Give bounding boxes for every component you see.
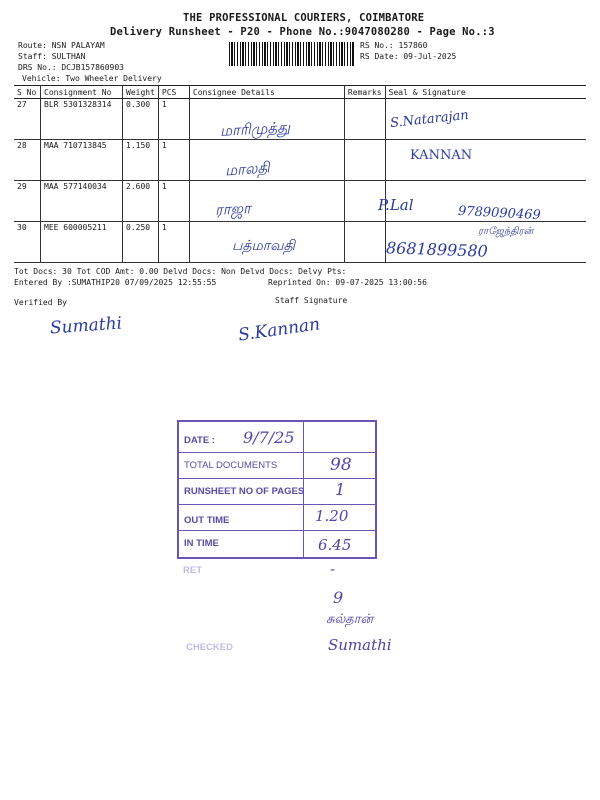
col-sno: S No bbox=[14, 86, 41, 99]
cell-sno: 27 bbox=[14, 99, 41, 140]
reprinted-on: Reprinted On: 09-07-2025 13:00:56 bbox=[268, 278, 427, 287]
handwritten-consignee: மாரிமுத்து bbox=[219, 118, 291, 140]
stamp-rule bbox=[179, 504, 375, 505]
stamp-rule bbox=[179, 478, 375, 479]
table-header-row bbox=[14, 86, 586, 99]
col-weight: Weight bbox=[123, 86, 159, 99]
cell-consignment: MAA 577140034 bbox=[41, 181, 123, 222]
col-pcs: PCS bbox=[158, 86, 189, 99]
staff-signature: S.Kannan bbox=[237, 314, 322, 346]
totals-line: Tot Docs: 30 Tot COD Amt: 0.00 Delvd Docs: Non Delvd Docs: Delvy Pts: bbox=[14, 267, 347, 276]
handwritten-phone: 8681899580 bbox=[385, 238, 489, 261]
drs-number: DRS No.: DCJB157860903 bbox=[18, 63, 124, 72]
col-consignment: Consignment No bbox=[41, 86, 123, 99]
stamp-pages-value: 1 bbox=[335, 480, 346, 499]
handwritten-signature: P.Lal bbox=[378, 196, 414, 214]
cell-consignee bbox=[189, 181, 344, 222]
cell-sno: 30 bbox=[14, 222, 41, 263]
verified-by-label: Verified By bbox=[14, 298, 67, 307]
stamp-out-time-label: OUT TIME bbox=[184, 515, 230, 526]
handwritten-consignee: ராஜா bbox=[214, 199, 252, 219]
verified-signature: Sumathi bbox=[49, 313, 123, 339]
stamp-rule bbox=[179, 530, 375, 531]
cell-weight: 0.300 bbox=[123, 99, 159, 140]
handwritten-signature: KANNAN bbox=[410, 148, 473, 163]
handwritten-consignee: பத்மாவதி bbox=[232, 238, 295, 254]
staff-signature-label: Staff Signature bbox=[275, 296, 348, 305]
stamp-total-docs-value: 98 bbox=[330, 455, 352, 475]
cell-pcs: 1 bbox=[158, 222, 189, 263]
col-remarks: Remarks bbox=[344, 86, 385, 99]
cell-weight: 1.150 bbox=[123, 140, 159, 181]
handwritten-signature: ராஜேந்திரன் bbox=[478, 226, 534, 237]
cell-consignment: BLR 5301328314 bbox=[41, 99, 123, 140]
stamp-row7-value: 9 bbox=[333, 588, 344, 607]
rs-date: RS Date: 09-Jul-2025 bbox=[360, 52, 457, 61]
handwritten-signature: S.Natarajan bbox=[389, 107, 470, 132]
entered-by: Entered By :SUMATHIP20 07/09/2025 12:55:55 bbox=[14, 278, 217, 287]
cell-weight: 2.600 bbox=[123, 181, 159, 222]
cell-sno: 29 bbox=[14, 181, 41, 222]
cell-remarks bbox=[344, 140, 385, 181]
stamp-total-docs-label: TOTAL DOCUMENTS bbox=[184, 460, 278, 471]
route-label: Route: NSN PALAYAM bbox=[18, 41, 105, 50]
cell-pcs: 1 bbox=[158, 181, 189, 222]
stamp-in-time-label: IN TIME bbox=[184, 538, 219, 549]
stamp-ret-label: RET bbox=[183, 565, 202, 576]
cell-consignment: MEE 600005211 bbox=[41, 222, 123, 263]
stamp-ret-value: - bbox=[330, 560, 336, 578]
stamp-pages-label: RUNSHEET NO OF PAGES bbox=[184, 486, 305, 497]
handwritten-consignee: மாலதி bbox=[224, 158, 271, 180]
stamp-out-time-value: 1.20 bbox=[315, 507, 349, 525]
stamp-checked-value: Sumathi bbox=[328, 636, 392, 654]
staff-label: Staff: SULTHAN bbox=[18, 52, 86, 61]
stamp-rule bbox=[179, 452, 375, 453]
cell-weight: 0.250 bbox=[123, 222, 159, 263]
cell-remarks bbox=[344, 222, 385, 263]
cell-consignment: MAA 710713845 bbox=[41, 140, 123, 181]
col-seal-signature: Seal & Signature bbox=[385, 86, 586, 99]
cell-pcs: 1 bbox=[158, 140, 189, 181]
stamp-date-value: 9/7/25 bbox=[243, 428, 295, 447]
barcode bbox=[229, 42, 355, 66]
col-consignee: Consignee Details bbox=[189, 86, 344, 99]
vehicle-label: Vehicle: Two Wheeler Delivery bbox=[22, 74, 162, 83]
stamp-checked-label: CHECKED bbox=[186, 642, 233, 653]
runsheet-subtitle: Delivery Runsheet - P20 - Phone No.:9047080280 - Page No.:3 bbox=[110, 26, 495, 38]
company-title: THE PROFESSIONAL COURIERS, COIMBATORE bbox=[183, 12, 425, 24]
cell-remarks bbox=[344, 99, 385, 140]
table-row bbox=[14, 140, 586, 181]
cell-pcs: 1 bbox=[158, 99, 189, 140]
cell-sno: 28 bbox=[14, 140, 41, 181]
stamp-row8-value: சுல்தான் bbox=[326, 612, 374, 627]
rs-number: RS No.: 157860 bbox=[360, 41, 428, 50]
handwritten-phone: 9789090469 bbox=[457, 203, 542, 224]
table-row bbox=[14, 99, 586, 140]
stamp-in-time-value: 6.45 bbox=[318, 536, 352, 554]
stamp-date-label: DATE : bbox=[184, 435, 215, 446]
